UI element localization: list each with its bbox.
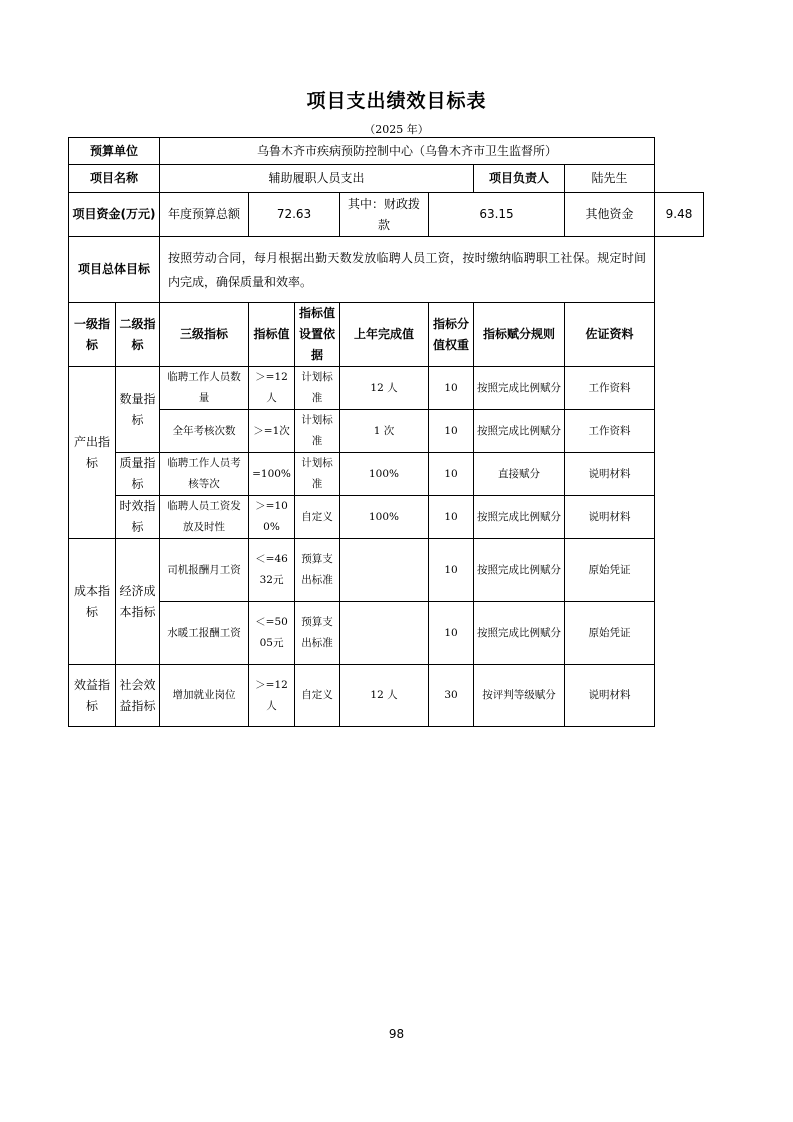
row-basis: 自定义 [295, 665, 340, 727]
row-last-year [340, 602, 429, 665]
row-basis: 自定义 [295, 496, 340, 539]
project-funds-row [69, 193, 704, 237]
other-funds-label: 其他资金 [565, 193, 655, 237]
row-weight: 10 [429, 367, 474, 410]
fiscal-allocation-label: 其中：财政拨款 [340, 193, 429, 237]
indicator-header-row [69, 303, 704, 367]
row-indicator: 全年考核次数 [160, 410, 249, 453]
performance-target-table [68, 137, 704, 727]
overall-goal-label: 项目总体目标 [69, 237, 160, 303]
row-evidence: 工作资料 [565, 410, 655, 453]
row-indicator: 临聘工作人员考核等次 [160, 453, 249, 496]
row-evidence: 原始凭证 [565, 602, 655, 665]
row-rule: 直接赋分 [474, 453, 565, 496]
row-value: ＞=100% [249, 496, 295, 539]
row-basis: 预算支出标准 [295, 539, 340, 602]
row-value: ＞=12人 [249, 665, 295, 727]
page-number: 98 [388, 1027, 405, 1041]
row-indicator: 增加就业岗位 [160, 665, 249, 727]
row-last-year: 100% [340, 453, 429, 496]
row-weight: 30 [429, 665, 474, 727]
row-rule: 按评判等级赋分 [474, 665, 565, 727]
project-leader-label: 项目负责人 [474, 165, 565, 193]
row-weight: 10 [429, 496, 474, 539]
row-last-year [340, 539, 429, 602]
header-level3: 三级指标 [160, 303, 249, 367]
row-last-year: 100% [340, 496, 429, 539]
row-indicator: 临聘人员工资发放及时性 [160, 496, 249, 539]
header-level1: 一级指标 [69, 303, 116, 367]
row-indicator: 司机报酬月工资 [160, 539, 249, 602]
header-last-year: 上年完成值 [340, 303, 429, 367]
row-last-year: 1 次 [340, 410, 429, 453]
row-rule: 按照完成比例赋分 [474, 496, 565, 539]
row-evidence: 说明材料 [565, 453, 655, 496]
row-rule: 按照完成比例赋分 [474, 410, 565, 453]
row-weight: 10 [429, 602, 474, 665]
level2-quantity: 数量指标 [116, 367, 160, 453]
level2-economic-cost: 经济成本指标 [116, 539, 160, 665]
row-indicator: 临聘工作人员数量 [160, 367, 249, 410]
overall-goal-row [69, 237, 704, 303]
row-value: ＜=4632元 [249, 539, 295, 602]
row-basis: 计划标准 [295, 410, 340, 453]
table-row [69, 453, 704, 496]
row-rule: 按照完成比例赋分 [474, 367, 565, 410]
table-row [69, 602, 704, 665]
level2-social-benefit: 社会效益指标 [116, 665, 160, 727]
level2-timeliness: 时效指标 [116, 496, 160, 539]
row-rule: 按照完成比例赋分 [474, 539, 565, 602]
row-value: ＞=12人 [249, 367, 295, 410]
level1-benefit: 效益指标 [69, 665, 116, 727]
annual-budget-value: 72.63 [249, 193, 340, 237]
header-weight: 指标分值权重 [429, 303, 474, 367]
row-last-year: 12 人 [340, 665, 429, 727]
row-rule: 按照完成比例赋分 [474, 602, 565, 665]
level1-output: 产出指标 [69, 367, 116, 539]
budget-unit-value: 乌鲁木齐市疾病预防控制中心（乌鲁木齐市卫生监督所） [160, 138, 655, 165]
fiscal-allocation-value: 63.15 [429, 193, 565, 237]
row-basis: 计划标准 [295, 453, 340, 496]
level2-quality: 质量指标 [116, 453, 160, 496]
row-evidence: 说明材料 [565, 665, 655, 727]
row-weight: 10 [429, 453, 474, 496]
project-name-row [69, 165, 704, 193]
annual-budget-label: 年度预算总额 [160, 193, 249, 237]
row-evidence: 说明材料 [565, 496, 655, 539]
header-evidence: 佐证资料 [565, 303, 655, 367]
table-row [69, 539, 704, 602]
project-name-value: 辅助履职人员支出 [160, 165, 474, 193]
header-level2: 二级指标 [116, 303, 160, 367]
document-title: 项目支出绩效目标表 [306, 90, 487, 112]
row-evidence: 原始凭证 [565, 539, 655, 602]
table-row [69, 367, 704, 410]
row-indicator: 水暖工报酬工资 [160, 602, 249, 665]
budget-unit-row [69, 138, 704, 165]
header-scoring-rule: 指标赋分规则 [474, 303, 565, 367]
row-basis: 计划标准 [295, 367, 340, 410]
project-name-label: 项目名称 [69, 165, 160, 193]
row-last-year: 12 人 [340, 367, 429, 410]
budget-unit-label: 预算单位 [69, 138, 160, 165]
row-basis: 预算支出标准 [295, 602, 340, 665]
overall-goal-text: 按照劳动合同，每月根据出勤天数发放临聘人员工资，按时缴纳临聘职工社保。规定时间内完成，确保质量和效率。 [160, 237, 655, 303]
header-indicator-value: 指标值 [249, 303, 295, 367]
level1-cost: 成本指标 [69, 539, 116, 665]
project-funds-label: 项目资金(万元) [69, 193, 160, 237]
table-row [69, 410, 704, 453]
header-basis: 指标值设置依据 [295, 303, 340, 367]
budget-year: （2025 年） [364, 123, 429, 136]
project-leader-value: 陆先生 [565, 165, 655, 193]
table-row [69, 496, 704, 539]
table-row [69, 665, 704, 727]
row-value: =100% [249, 453, 295, 496]
other-funds-value: 9.48 [655, 193, 704, 237]
row-value: ＞=1次 [249, 410, 295, 453]
row-weight: 10 [429, 410, 474, 453]
row-weight: 10 [429, 539, 474, 602]
row-evidence: 工作资料 [565, 367, 655, 410]
row-value: ＜=5005元 [249, 602, 295, 665]
